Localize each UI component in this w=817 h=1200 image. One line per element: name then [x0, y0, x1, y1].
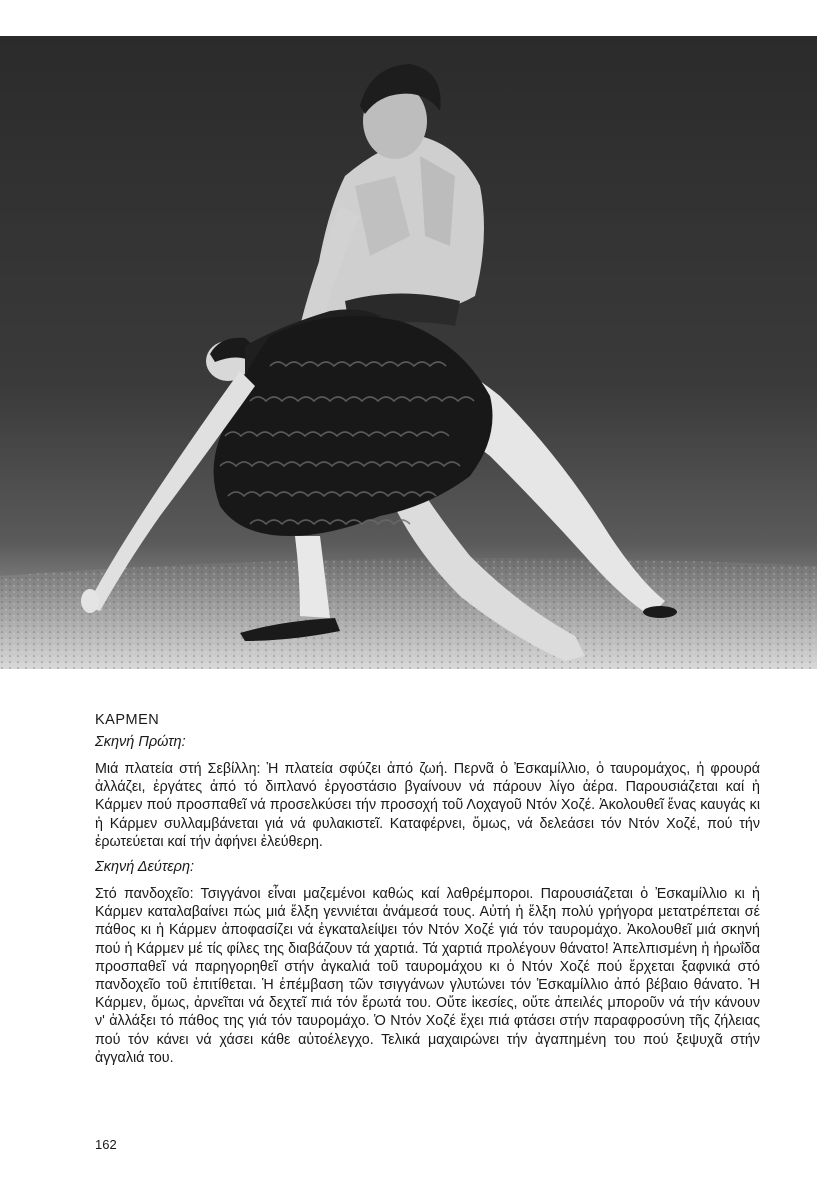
page-title: ΚΑΡΜΕΝ [95, 712, 160, 728]
ballet-photograph [0, 36, 817, 669]
scene-heading-first: Σκηνή Πρώτη: [95, 734, 186, 750]
scene-text-first: Μιά πλατεία στή Σεβίλλη: Ἡ πλατεία σφύζει ἀπό ζωή. Περνᾶ ὁ Ἐσκαμίλλιο, ὁ ταυρομάχος, ἡ φρουρά ἀλλάζει, ἐργάτες ἀπό τό διπλανό ἐργοστάσιο βγαίνουν νά πάρουν λίγο ἀέρα. Παρουσιάζεται καί ἡ Κάρμεν πού προσπαθεῖ νά προσελκύσει τήν προσοχή τοῦ Λοχαγοῦ Ντόν Χοζέ. Ἀκολουθεῖ ἕνας καυγάς κι ἡ Κάρμεν συλλαμβάνεται γιά νά φυλακιστεῖ. Καταφέρνει, ὅμως, νά δελεάσει τόν Ντόν Χοζέ, πού τήν ἐρωτεύεται καί τήν ἀφήνει ἐλεύθερη. [95, 761, 760, 850]
scene-text-second: Στό πανδοχεῖο: Τσιγγάνοι εἶναι μαζεμένοι καθώς καί λαθρέμποροι. Παρουσιάζεται ὁ Ἐσκαμίλλιο κι ἡ Κάρμεν καταλαβαίνει πώς μιά ἕλξη γεννιέται ἀνάμεσά τους. Αὐτή ἡ ἕλξη πολύ γρήγορα μετατρέπεται σέ πάθος κι ἡ Κάρμεν ἀποφασίζει νά ἐγκαταλείψει τόν Ντόν Χοζέ γιά τόν ταυρομάχο. Ἀκολουθεῖ μιά σκηνή πού ἡ Κάρμεν μέ τίς φίλες της διαβάζουν τά χαρτιά. Τά χαρτιά προλέγουν θάνατο! Ἀπελπισμένη ἡ ἡρωΐδα προσπαθεῖ νά παρηγορηθεῖ στήν ἀγκαλιά τοῦ ταυρομάχου κι ὁ Ντόν Χοζέ πού ἔρχεται ξαφνικά στό πανδοχεῖο τοῦ ἐπιτίθεται. Ἡ ἐπέμβαση τῶν τσιγγάνων γλυτώνει τόν Ἐσκαμίλλιο ἀπό βέβαιο θάνατο. Ἡ Κάρμεν, ὅμως, ἀρνεῖται νά δεχτεῖ πιά τόν ἔρωτά του. Οὔτε ἱκεσίες, οὔτε ἀπειλές μποροῦν νά τήν κάνουν ν' ἀλλάξει τό πάθος της γιά τόν ταυρομάχο. Ὁ Ντόν Χοζέ ἔχει πιά φτάσει στήν παραφροσύνη τῆς ζήλειας πού τόν κάνει νά χάσει κάθε αὐτοέλεγχο. Τελικά μαχαιρώνει τήν ἀγαπημένη του πού ξεψυχᾶ στήν ἀγγαλιά του. [95, 886, 760, 1066]
synopsis [95, 712, 760, 1075]
ballet-photograph-drawing [0, 36, 817, 669]
page-number: 162 [95, 1137, 117, 1152]
scene-heading-second: Σκηνή Δεύτερη: [95, 859, 195, 876]
